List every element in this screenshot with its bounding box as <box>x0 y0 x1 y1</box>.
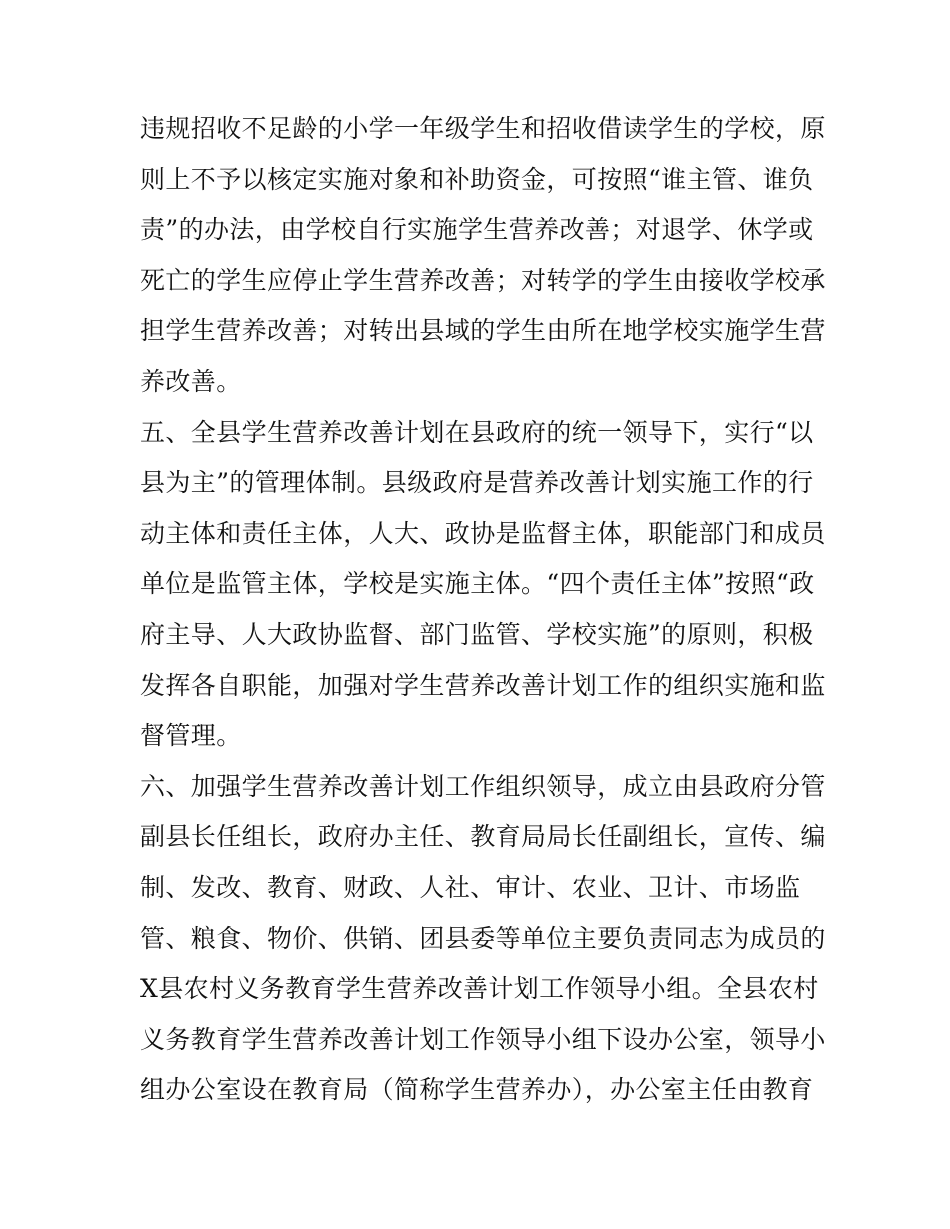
text-line: 则上不予以核定实施对象和补助资金，可按照“谁主管、谁负 <box>140 164 814 194</box>
text-line: 发挥各自职能，加强对学生营养改善计划工作的组织实施和监 <box>140 670 826 700</box>
text-line: 违规招收不足龄的小学一年级学生和招收借读学生的学校，原 <box>140 114 826 143</box>
text-line: 六、加强学生营养改善计划工作组织领导，成立由县政府分管 <box>140 771 826 801</box>
text-line: 管、粮食、物价、供销、团县委等单位主要负责同志为成员的 <box>140 923 826 953</box>
text-line: 副县长任组长，政府办主任、教育局局长任副组长，宣传、编 <box>140 822 826 852</box>
text-line: X县农村义务教育学生营养改善计划工作领导小组。全县农村 <box>140 974 819 1004</box>
text-line: 县为主”的管理体制。县级政府是营养改善计划实施工作的行 <box>140 468 814 498</box>
text-line: 单位是监管主体，学校是实施主体。“四个责任主体”按照“政 <box>140 569 815 599</box>
text-line: 府主导、人大政协监督、部门监管、学校实施”的原则，积极 <box>140 619 814 649</box>
text-line: 责”的办法，由学校自行实施学生营养改善；对退学、休学或 <box>140 215 814 245</box>
text-line: 死亡的学生应停止学生营养改善；对转学的学生由接收学校承 <box>140 265 826 295</box>
text-line: 动主体和责任主体，人大、政协是监督主体，职能部门和成员 <box>140 518 826 548</box>
text-line: 督管理。 <box>140 721 242 751</box>
text-line: 义务教育学生营养改善计划工作领导小组下设办公室，领导小 <box>140 1024 826 1054</box>
text-line: 五、全县学生营养改善计划在县政府的统一领导下，实行“以 <box>140 417 814 447</box>
text-line: 组办公室设在教育局（简称学生营养办），办公室主任由教育 <box>140 1075 814 1105</box>
text-line: 制、发改、教育、财政、人社、审计、农业、卫计、市场监 <box>140 872 801 902</box>
text-line: 养改善。 <box>140 366 242 396</box>
document-body <box>140 104 826 1116</box>
text-line: 担学生营养改善；对转出县域的学生由所在地学校实施学生营 <box>140 316 826 346</box>
